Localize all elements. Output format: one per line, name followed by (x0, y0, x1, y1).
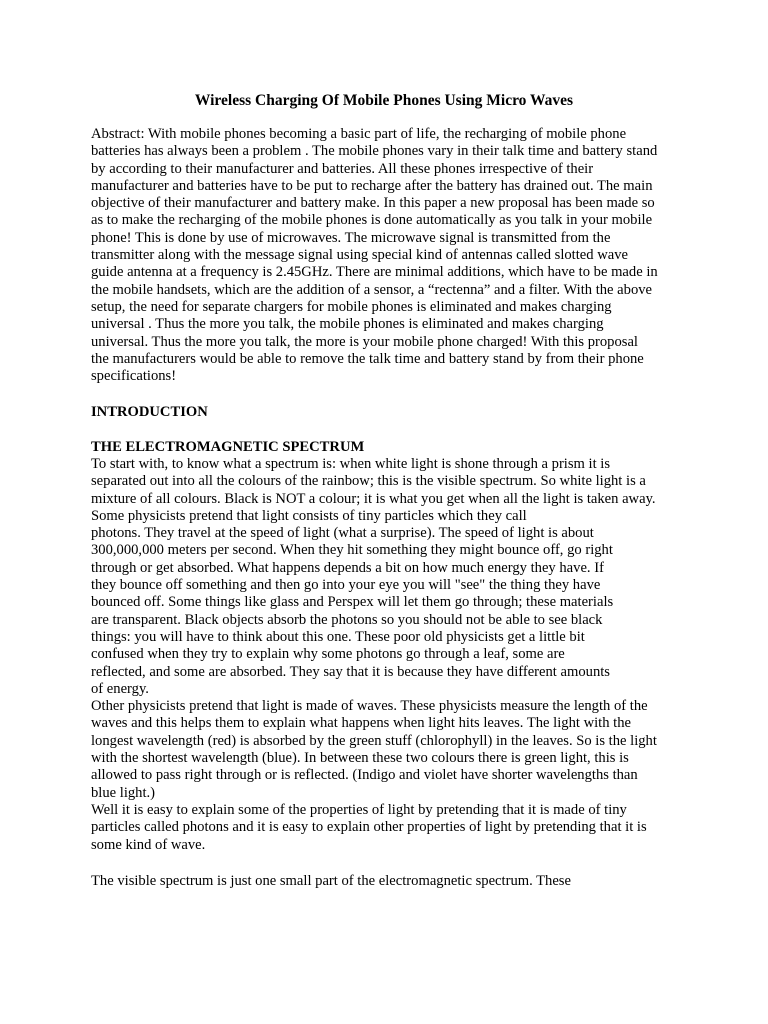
text-line: they bounce off something and then go into your eye you will "see" the thing they have (91, 577, 601, 594)
text-line: universal . Thus the more you talk, the mobile phones is eliminated and makes charging (91, 316, 604, 333)
text-line: particles called photons and it is easy to explain other properties of light by pretending that it is (91, 819, 647, 836)
text-line: batteries has always been a problem . The mobile phones vary in their talk time and battery stand (91, 143, 658, 160)
text-line: the manufacturers would be able to remove the talk time and battery stand by from their phone (91, 350, 644, 367)
text-line: To start with, to know what a spectrum is: when white light is shone through a prism it is (91, 456, 611, 472)
text-line: blue light.) (91, 784, 156, 801)
text-line: objective of their manufacturer and battery make. In this paper a new proposal has been made so (91, 195, 655, 212)
text-line: setup, the need for separate chargers for mobile phones is eliminated and makes charging (91, 298, 612, 315)
text-line: mixture of all colours. Black is NOT a colour; it is what you get when all the light is taken away. (91, 490, 656, 507)
text-line: Some physicists pretend that light consists of tiny particles which they call (91, 507, 527, 524)
text-line: longest wavelength (red) is absorbed by the green stuff (chlorophyll) in the leaves. So is the light (91, 732, 657, 749)
text-line: phone! This is done by use of microwaves. The microwave signal is transmitted from the (91, 229, 611, 246)
text-line: separated out into all the colours of the rainbow; this is the visible spectrum. So white light is a (91, 473, 646, 490)
visible-spectrum-paragraph: The visible spectrum is just one small part of the electromagnetic spectrum. These (91, 873, 571, 889)
introduction-heading: INTRODUCTION (91, 404, 208, 420)
text-line: reflected, and some are absorbed. They say that it is because they have different amounts (91, 663, 610, 680)
text-line: Well it is easy to explain some of the properties of light by pretending that it is made of tiny (91, 801, 627, 818)
text-line: photons. They travel at the speed of light (what a surprise). The speed of light is about (91, 525, 594, 542)
text-line: Other physicists pretend that light is made of waves. These physicists measure the length of the (91, 698, 648, 715)
text-line: guide antenna at a frequency is 2.45GHz. There are minimal additions, which have to be made in (91, 264, 658, 281)
document-title: Wireless Charging Of Mobile Phones Using Micro Waves (194, 92, 574, 109)
text-line: with the shortest wavelength (blue). In between these two colours there is green light, this is (91, 750, 629, 767)
electromagnetic-spectrum-body (91, 456, 691, 854)
text-line: specifications! (91, 368, 177, 385)
text-line: things: you will have to think about this one. These poor old physicists get a little bit (91, 628, 585, 645)
text-line: of energy. (91, 680, 149, 697)
text-line: universal. Thus the more you talk, the more is your mobile phone charged! With this proposal (91, 333, 638, 350)
text-line: waves and this helps them to explain what happens when light hits leaves. The light with the (91, 715, 632, 732)
abstract-paragraph (91, 126, 691, 385)
text-line: some kind of wave. (91, 836, 206, 853)
text-line: transmitter along with the message signal using special kind of antennas called slotted wave (91, 247, 628, 264)
text-line: the mobile handsets, which are the addition of a sensor, a “rectenna” and a filter. With the above (91, 281, 653, 298)
text-line: 300,000,000 meters per second. When they hit something they might bounce off, go right (91, 542, 613, 559)
text-line: bounced off. Some things like glass and Perspex will let them go through; these materials (91, 594, 614, 611)
text-line: are transparent. Black objects absorb the photons so you should not be able to see black (91, 611, 603, 628)
text-line: confused when they try to explain why some photons go through a leaf, some are (91, 646, 565, 663)
text-line: through or get absorbed. What happens depends a bit on how much energy they have. If (91, 559, 604, 576)
text-line: Abstract: With mobile phones becoming a basic part of life, the recharging of mobile phone (91, 126, 627, 142)
electromagnetic-spectrum-heading: THE ELECTROMAGNETIC SPECTRUM (91, 439, 365, 455)
text-line: by according to their manufacturer and batteries. All these phones irrespective of their (91, 160, 594, 177)
text-line: manufacturer and batteries have to be put to recharge after the battery has drained out. The main (91, 177, 653, 194)
text-line: as to make the recharging of the mobile phones is done automatically as you talk in your mobile (91, 212, 653, 229)
text-line: allowed to pass right through or is reflected. (Indigo and violet have shorter wavelengths than (91, 767, 638, 784)
